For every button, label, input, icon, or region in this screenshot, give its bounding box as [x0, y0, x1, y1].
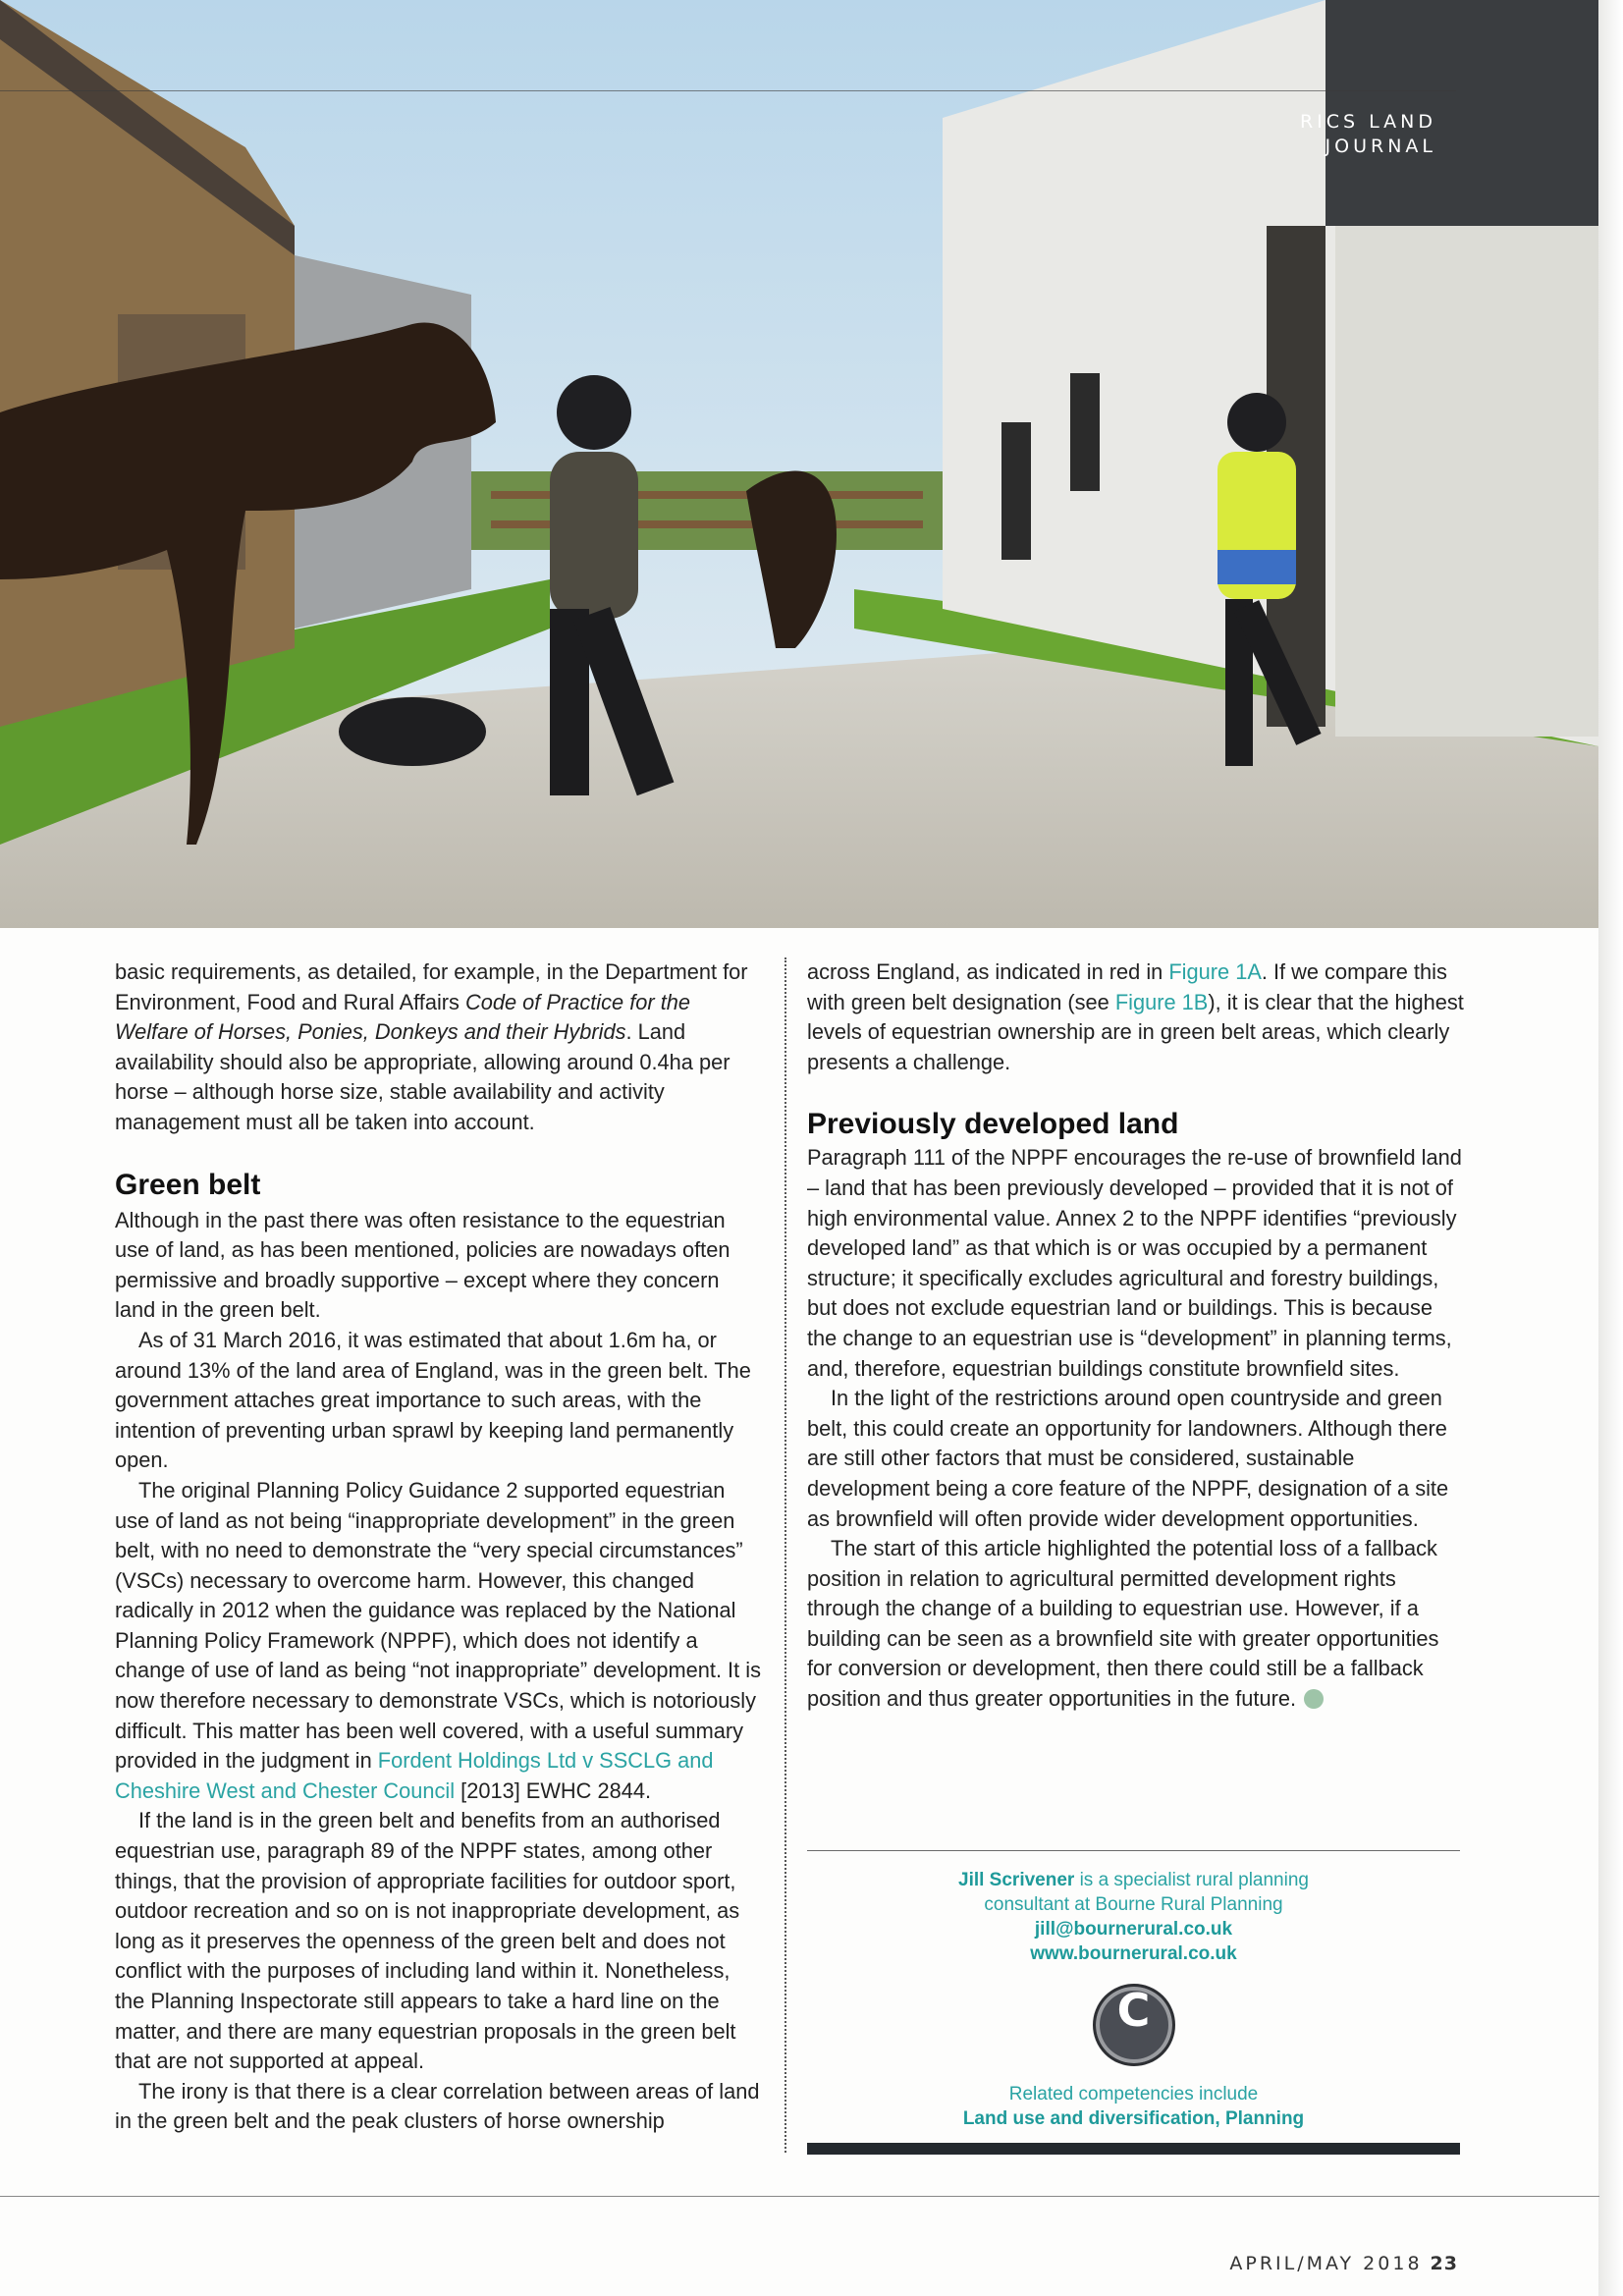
paragraph: If the land is in the green belt and benefits from an authorised equestrian use, paragraph 89 of the NPPF states, among other things, that the provision of appropriate facilities for outdoor sport, outdoor recreation and so on is not inappropriate development, as long as it preserves the openness of the green belt and does not conflict with the purposes of including land within it. Nonetheless, the Planning Inspectorate still appears to take a hard line on the matter, and there are many equestrian proposals in the green belt that are not supported at appeal.	[115, 1808, 740, 2074]
page-number: 23	[1430, 2253, 1458, 2274]
author-box	[807, 1868, 1460, 2131]
header-rule	[0, 90, 1456, 91]
author-name: Jill Scrivener	[958, 1870, 1075, 1890]
paragraph: The original Planning Policy Guidance 2 supported equestrian use of land as not being “inappropriate development” in the green belt, with no need to demonstrate the “very special circumstances” (VSCs) necessary to overcome harm. However, this changed radically in 2012 when the guidance was replaced by the National Planning Policy Framework (NPPF), which does not identify a change of use of land as being “not inappropriate” development. It is now therefore necessary to demonstrate VSCs, which is notoriously difficult. This matter has been well covered, with a useful summary provided in the judgment in Fordent Holdings Ltd v SSCLG and Cheshire West and Chester Council [2013] EWHC 2844.	[115, 1477, 761, 1803]
paragraph: Although in the past there was often resistance to the equestrian use of land, as has been mentioned, policies are nowadays often permissive and broadly supportive – except where they concern land in the green belt.	[115, 1207, 730, 1323]
competency-badge-icon: C	[1093, 1984, 1175, 2066]
end-of-article-icon	[1304, 1689, 1324, 1709]
author-box-bottom-bar	[807, 2143, 1460, 2155]
competencies-list: Land use and diversification, Planning	[962, 2108, 1305, 2129]
author-email-link[interactable]: jill@bournerural.co.uk	[1034, 1919, 1233, 1940]
author-bio-line2: consultant at Bourne Rural Planning	[984, 1894, 1283, 1915]
hero-photo	[0, 0, 1598, 928]
section-heading-previously-developed-land: Previously developed land	[807, 1108, 1179, 1141]
author-bio-line1: Jill Scrivener is a specialist rural planning	[958, 1870, 1309, 1890]
paragraph: In the light of the restrictions around open countryside and green belt, this could create an opportunity for landowners. Although there are still other factors that must be considered, sustainable development being a core feature of the NPPF, designation of a site as brownfield will often provide wider development opportunities.	[807, 1386, 1449, 1531]
author-box-rule	[807, 1850, 1460, 1851]
folio	[1229, 2253, 1458, 2274]
paragraph: As of 31 March 2016, it was estimated that about 1.6m ha, or around 13% of the land area of England, was in the green belt. The government attaches great importance to such areas, with the intention of preventing urban sprawl by keeping land permanently open.	[115, 1327, 751, 1473]
column-divider	[784, 957, 786, 2153]
paragraph: across England, as indicated in red in Figure 1A. If we compare this with green belt designation (see Figure 1B), it is clear that the highest levels of equestrian ownership are in green belt areas, which clearly presents a challenge.	[807, 959, 1464, 1074]
issue-date: APRIL/MAY 2018	[1229, 2253, 1423, 2274]
page-gutter-shadow	[1598, 0, 1623, 2296]
section-heading-green-belt: Green belt	[115, 1168, 261, 1201]
figure-1a-link[interactable]: Figure 1A	[1168, 959, 1262, 984]
right-column	[807, 957, 1465, 1715]
journal-tag-line1: RICS LAND	[1299, 111, 1436, 133]
journal-tag-line2: JOURNAL	[1325, 136, 1436, 157]
paragraph: Paragraph 111 of the NPPF encourages the re-use of brownfield land – land that has been previously developed – provided that it is not of high environmental value. Annex 2 to the NPPF identifies “previously developed land” as that which is or was occupied by a permanent structure; it specifically excludes agricultural and forestry buildings, but does not exclude equestrian land or buildings. This is because the change to an equestrian use is “development” in planning terms, and, therefore, equestrian buildings constitute brownfield sites.	[807, 1145, 1462, 1381]
case-reference-link[interactable]: Fordent Holdings Ltd v SSCLG and Cheshire West and Chester Council	[115, 1748, 714, 1803]
publication-title: Code of Practice for the Welfare of Horses, Ponies, Donkeys and their Hybrids	[115, 989, 691, 1045]
competencies-label: Related competencies include	[1008, 2084, 1259, 2105]
journal-tag	[1300, 110, 1436, 159]
figure-1b-link[interactable]: Figure 1B	[1114, 989, 1209, 1014]
left-column	[115, 957, 763, 2137]
footer-rule	[0, 2196, 1599, 2197]
paragraph: The start of this article highlighted the potential loss of a fallback position in relation to agricultural permitted development rights through the change of a building to equestrian use. However, if a building can be seen as a brownfield site with greater opportunities for conversion or development, then there could still be a fallback position and thus greater opportunities in the future.	[807, 1536, 1439, 1712]
paragraph: basic requirements, as detailed, for example, in the Department for Environment, Food and Rural Affairs Code of Practice for the Welfare of Horses, Ponies, Donkeys and their Hybrids. Land availability should also be appropriate, allowing around 0.4ha per horse – although horse size, stable availability and activity management must all be taken into account.	[115, 959, 748, 1134]
author-website-link[interactable]: www.bournerural.co.uk	[1030, 1943, 1237, 1964]
paragraph: The irony is that there is a clear correlation between areas of land in the green belt and the peak clusters of horse ownership	[115, 2078, 760, 2134]
